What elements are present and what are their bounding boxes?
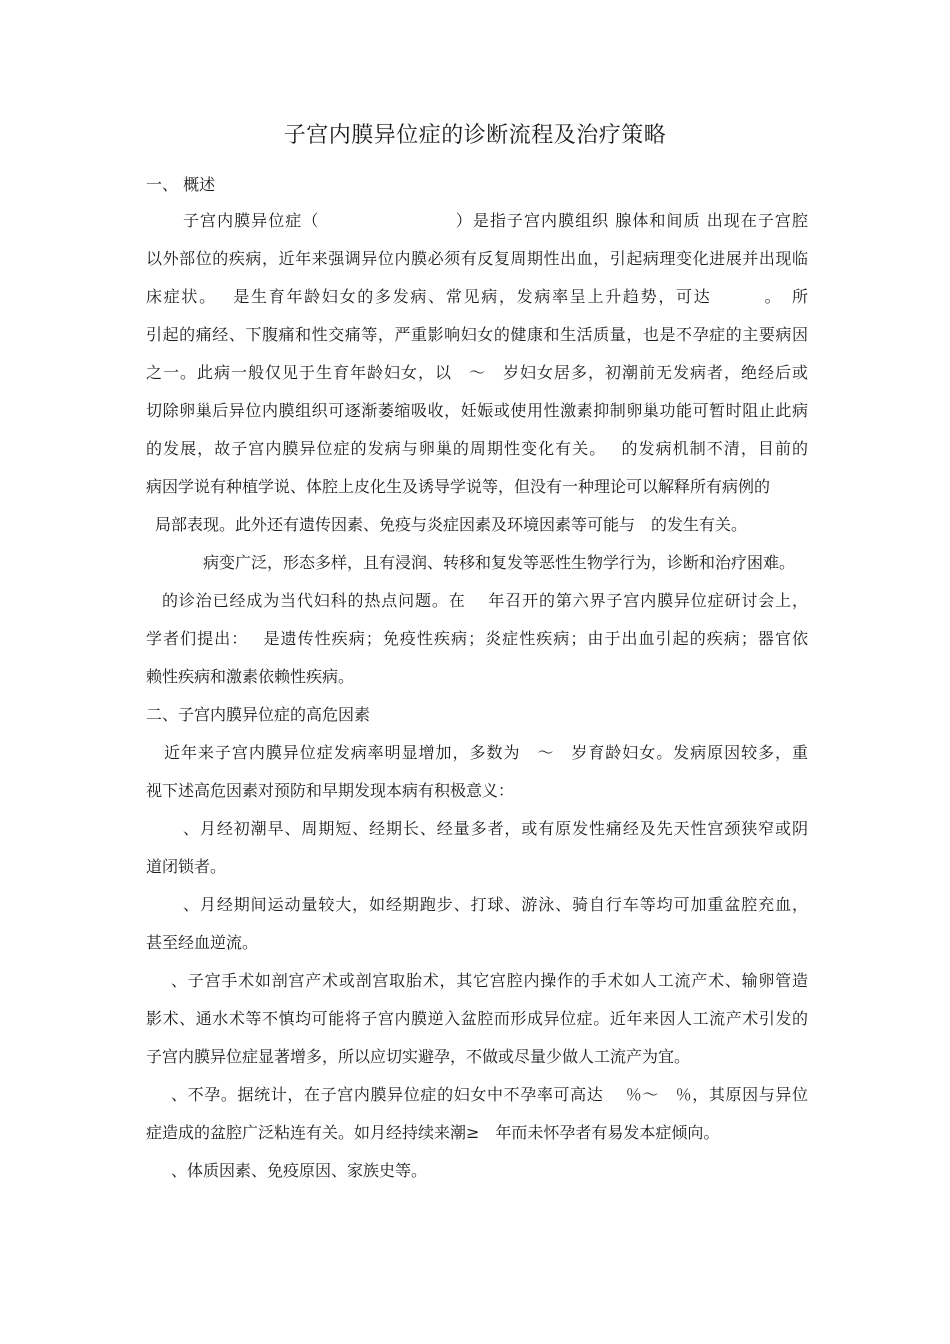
paragraph-line: 赖性疾病和激素依赖性疾病。 bbox=[146, 667, 355, 686]
paragraph-line: 、子宫手术如剖宫产术或剖宫取胎术，其它宫腔内操作的手术如人工流产术、输卵管造 bbox=[171, 971, 808, 990]
section-heading: 一、 概述 bbox=[146, 175, 216, 194]
paragraph-line: 、不孕。据统计，在子宫内膜异位症的妇女中不孕率可高达 ％～ ％，其原因与异位 bbox=[171, 1085, 808, 1104]
paragraph-line: 的诊治已经成为当代妇科的热点问题。在 年召开的第六界子宫内膜异位症研讨会上， bbox=[162, 591, 808, 610]
paragraph-line: 切除卵巢后异位内膜组织可逐渐萎缩吸收，妊娠或使用性激素抑制卵巢功能可暂时阻止此病 bbox=[146, 401, 808, 420]
paragraph-line: 局部表现。此外还有遗传因素、免疫与炎症因素及环境因素等可能与 的发生有关。 bbox=[155, 515, 748, 534]
paragraph-line: 、月经初潮早、周期短、经期长、经量多者，或有原发性痛经及先天性宫颈狭窄或阴 bbox=[183, 819, 808, 838]
paragraph-line: 病变广泛，形态多样，且有浸润、转移和复发等恶性生物学行为，诊断和治疗困难。 bbox=[203, 553, 796, 572]
paragraph-line: 甚至经血逆流。 bbox=[146, 933, 259, 952]
paragraph-line: 影术、通水术等不慎均可能将子宫内膜逆入盆腔而形成异位症。近年来因人工流产术引发的 bbox=[146, 1009, 808, 1028]
paragraph-line: 症造成的盆腔广泛粘连有关。如月经持续来潮≥ 年而未怀孕者有易发本症倾向。 bbox=[146, 1123, 720, 1142]
page-title: 子宫内膜异位症的诊断流程及治疗策略 bbox=[283, 123, 667, 148]
paragraph-line: 、月经期间运动量较大，如经期跑步、打球、游泳、骑自行车等均可加重盆腔充血， bbox=[183, 895, 808, 914]
paragraph-line: 道闭锁者。 bbox=[146, 857, 227, 876]
paragraph-line: 之一。此病一般仅见于生育年龄妇女，以 ～ 岁妇女居多，初潮前无发病者，绝经后或 bbox=[146, 363, 808, 382]
paragraph-line: 视下述高危因素对预防和早期发现本病有积极意义： bbox=[146, 781, 515, 800]
paragraph-line: 、体质因素、免疫原因、家族史等。 bbox=[171, 1161, 428, 1180]
paragraph-line: 子宫内膜异位症（ ）是指子宫内膜组织 腺体和间质 出现在子宫腔 bbox=[183, 211, 808, 230]
paragraph-line: 子宫内膜异位症显著增多，所以应切实避孕，不做或尽量少做人工流产为宜。 bbox=[146, 1047, 691, 1066]
paragraph-line: 近年来子宫内膜异位症发病率明显增加，多数为 ～ 岁育龄妇女。发病原因较多，重 bbox=[164, 743, 808, 762]
paragraph-line: 学者们提出： 是遗传性疾病；免疫性疾病；炎症性疾病；由于出血引起的疾病；器官依 bbox=[146, 629, 808, 648]
paragraph-line: 的发展，故子宫内膜异位症的发病与卵巢的周期性变化有关。 的发病机制不清，目前的 bbox=[146, 439, 808, 458]
paragraph-line: 病因学说有种植学说、体腔上皮化生及诱导学说等，但没有一种理论可以解释所有病例的 bbox=[146, 477, 771, 496]
paragraph-line: 以外部位的疾病，近年来强调异位内膜必须有反复周期性出血，引起病理变化进展并出现临 bbox=[146, 249, 808, 268]
section-heading: 二、子宫内膜异位症的高危因素 bbox=[146, 705, 371, 724]
paragraph-line: 床症状。 是生育年龄妇女的多发病、常见病，发病率呈上升趋势，可达 。 所 bbox=[146, 287, 808, 306]
paragraph-line: 引起的痛经、下腹痛和性交痛等，严重影响妇女的健康和生活质量，也是不孕症的主要病因 bbox=[146, 325, 808, 344]
